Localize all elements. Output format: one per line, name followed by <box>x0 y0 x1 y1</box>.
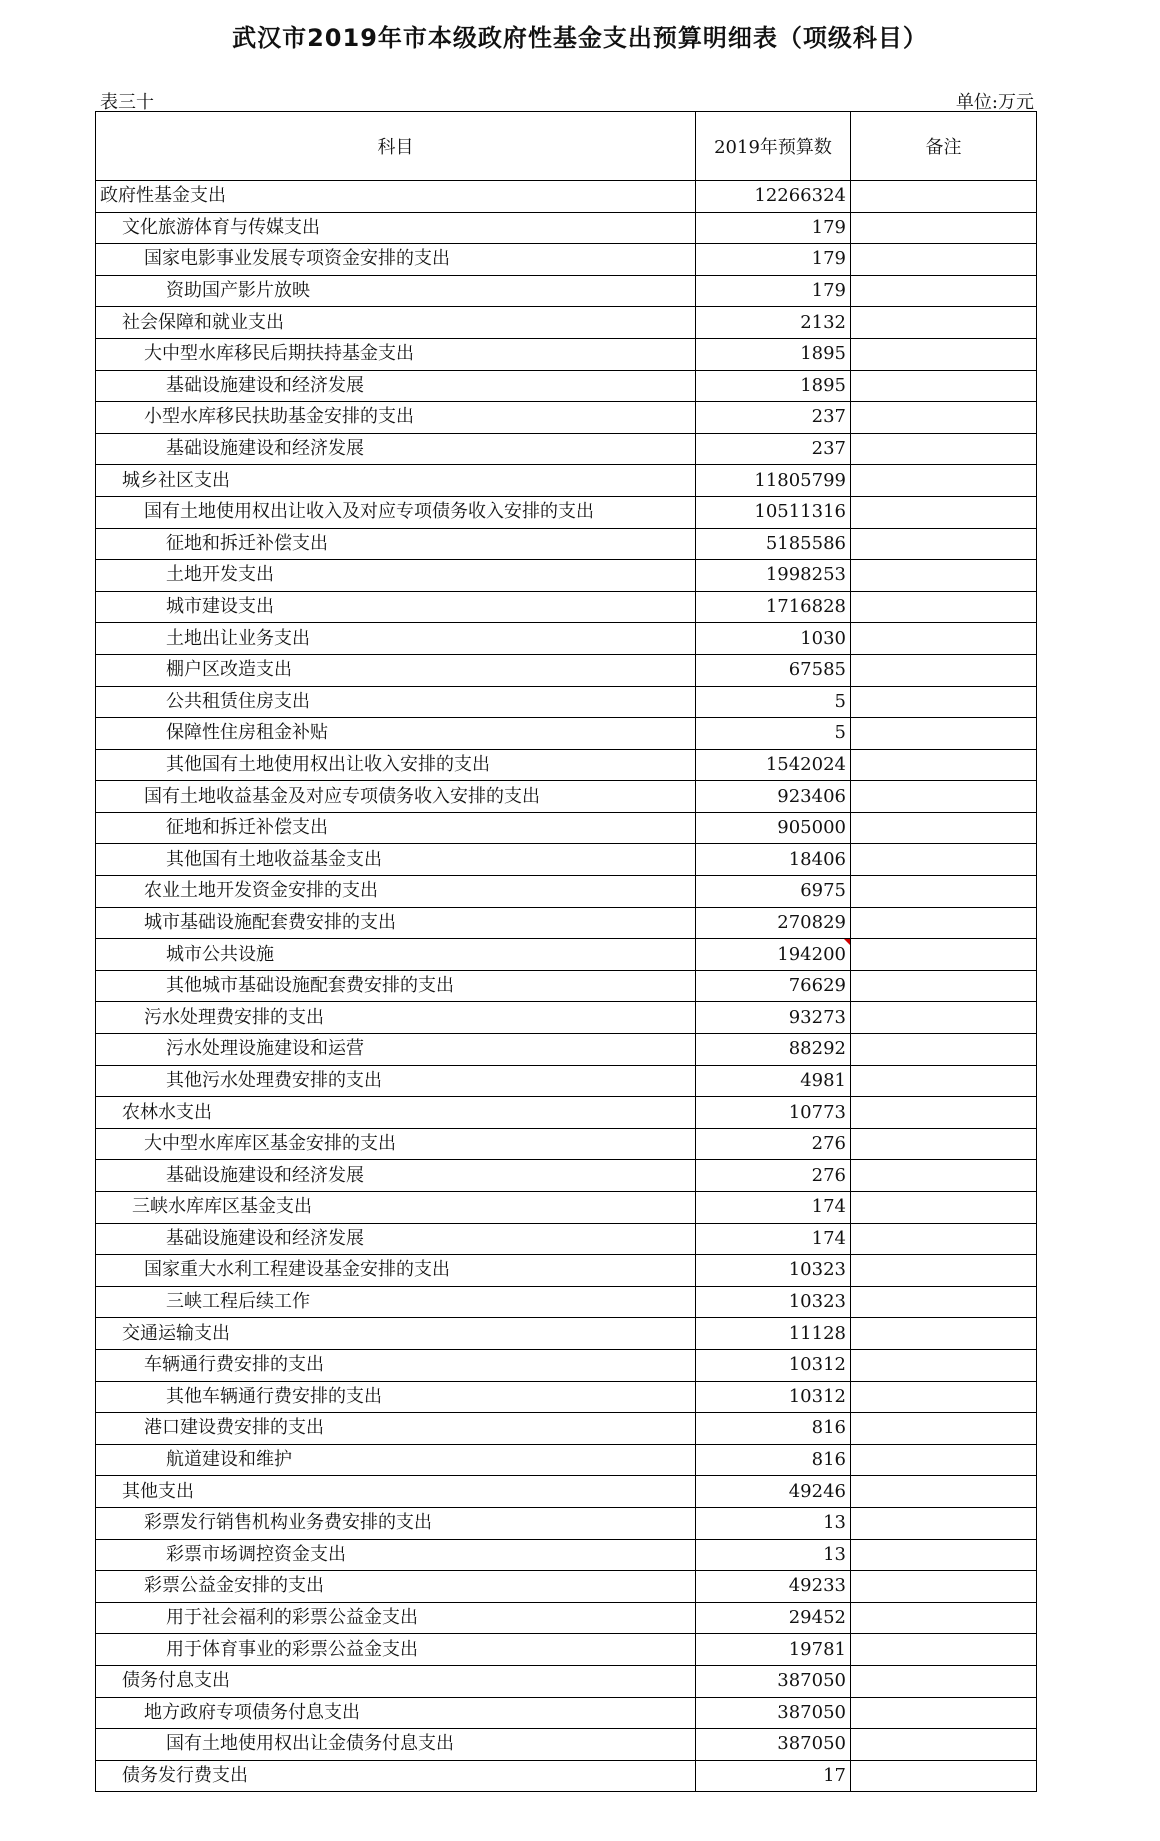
table-row <box>96 1444 1037 1476</box>
table-row <box>96 1760 1037 1792</box>
budget-value-cell: 237 <box>696 402 851 434</box>
budget-value-cell: 12266324 <box>696 181 851 213</box>
remarks-cell <box>851 465 1037 497</box>
column-header-subject: 科目 <box>96 112 696 181</box>
table-row <box>96 307 1037 339</box>
budget-value-cell: 276 <box>696 1128 851 1160</box>
budget-value-cell: 174 <box>696 1192 851 1224</box>
remarks-cell <box>851 749 1037 781</box>
remarks-cell <box>851 1539 1037 1571</box>
subject-cell: 交通运输支出 <box>96 1318 696 1350</box>
subject-cell: 农林水支出 <box>96 1097 696 1129</box>
table-row <box>96 1602 1037 1634</box>
budget-value-cell: 816 <box>696 1413 851 1445</box>
subject-cell: 其他支出 <box>96 1476 696 1508</box>
remarks-cell <box>851 1192 1037 1224</box>
subject-cell: 航道建设和维护 <box>96 1444 696 1476</box>
table-row <box>96 1097 1037 1129</box>
subject-cell: 基础设施建设和经济发展 <box>96 1160 696 1192</box>
budget-value-cell: 816 <box>696 1444 851 1476</box>
remarks-cell <box>851 686 1037 718</box>
subject-cell: 城乡社区支出 <box>96 465 696 497</box>
remarks-cell <box>851 1476 1037 1508</box>
table-row <box>96 781 1037 813</box>
budget-value-cell: 67585 <box>696 654 851 686</box>
remarks-cell <box>851 212 1037 244</box>
table-row <box>96 1223 1037 1255</box>
table-row <box>96 1413 1037 1445</box>
table-row <box>96 433 1037 465</box>
subject-cell: 基础设施建设和经济发展 <box>96 370 696 402</box>
table-row <box>96 1318 1037 1350</box>
subject-cell: 小型水库移民扶助基金安排的支出 <box>96 402 696 434</box>
remarks-cell <box>851 1128 1037 1160</box>
remarks-cell <box>851 496 1037 528</box>
remarks-cell <box>851 338 1037 370</box>
budget-value-cell: 5 <box>696 718 851 750</box>
subject-cell: 征地和拆迁补偿支出 <box>96 528 696 560</box>
remarks-cell <box>851 1002 1037 1034</box>
remarks-cell <box>851 654 1037 686</box>
subject-cell: 政府性基金支出 <box>96 181 696 213</box>
subject-cell: 社会保障和就业支出 <box>96 307 696 339</box>
table-row <box>96 718 1037 750</box>
table-row <box>96 1665 1037 1697</box>
remarks-cell <box>851 1760 1037 1792</box>
budget-value-cell: 18406 <box>696 844 851 876</box>
subject-cell: 地方政府专项债务付息支出 <box>96 1697 696 1729</box>
budget-value-cell: 11128 <box>696 1318 851 1350</box>
remarks-cell <box>851 1160 1037 1192</box>
remarks-cell <box>851 1318 1037 1350</box>
budget-value-cell: 174 <box>696 1223 851 1255</box>
budget-value-cell: 13 <box>696 1539 851 1571</box>
subject-cell: 大中型水库移民后期扶持基金支出 <box>96 338 696 370</box>
table-row <box>96 686 1037 718</box>
remarks-cell <box>851 1697 1037 1729</box>
subject-cell: 污水处理设施建设和运营 <box>96 1034 696 1066</box>
subject-cell: 国家电影事业发展专项资金安排的支出 <box>96 244 696 276</box>
subject-cell: 农业土地开发资金安排的支出 <box>96 876 696 908</box>
budget-value-cell: 19781 <box>696 1634 851 1666</box>
subject-cell: 文化旅游体育与传媒支出 <box>96 212 696 244</box>
budget-value-cell: 2132 <box>696 307 851 339</box>
remarks-cell <box>851 275 1037 307</box>
remarks-cell <box>851 844 1037 876</box>
subject-cell: 征地和拆迁补偿支出 <box>96 812 696 844</box>
table-row <box>96 1160 1037 1192</box>
remarks-cell <box>851 1634 1037 1666</box>
budget-value-cell: 387050 <box>696 1665 851 1697</box>
remarks-cell <box>851 591 1037 623</box>
table-row <box>96 338 1037 370</box>
budget-value-cell: 237 <box>696 433 851 465</box>
table-row <box>96 1034 1037 1066</box>
table-row <box>96 844 1037 876</box>
budget-value-cell: 93273 <box>696 1002 851 1034</box>
subject-cell: 债务发行费支出 <box>96 1760 696 1792</box>
subject-cell: 棚户区改造支出 <box>96 654 696 686</box>
table-row <box>96 1507 1037 1539</box>
budget-value-cell: 49246 <box>696 1476 851 1508</box>
budget-value-cell: 29452 <box>696 1602 851 1634</box>
budget-value-cell: 11805799 <box>696 465 851 497</box>
subject-cell: 三峡水库库区基金支出 <box>96 1192 696 1224</box>
remarks-cell <box>851 781 1037 813</box>
remarks-cell <box>851 560 1037 592</box>
subject-cell: 国家重大水利工程建设基金安排的支出 <box>96 1255 696 1287</box>
budget-value-cell: 179 <box>696 244 851 276</box>
subject-cell: 公共租赁住房支出 <box>96 686 696 718</box>
column-header-budget: 2019年预算数 <box>696 112 851 181</box>
budget-value-cell: 179 <box>696 275 851 307</box>
subject-cell: 城市公共设施 <box>96 939 696 971</box>
remarks-cell <box>851 528 1037 560</box>
remarks-cell <box>851 181 1037 213</box>
header-row <box>96 112 1037 181</box>
subject-cell: 土地出让业务支出 <box>96 623 696 655</box>
remarks-cell <box>851 1065 1037 1097</box>
subject-cell: 城市基础设施配套费安排的支出 <box>96 907 696 939</box>
table-row <box>96 528 1037 560</box>
remarks-cell <box>851 1223 1037 1255</box>
remarks-cell <box>851 623 1037 655</box>
subject-cell: 污水处理费安排的支出 <box>96 1002 696 1034</box>
subject-cell: 保障性住房租金补贴 <box>96 718 696 750</box>
remarks-cell <box>851 907 1037 939</box>
remarks-cell <box>851 876 1037 908</box>
page-title: 武汉市2019年市本级政府性基金支出预算明细表（项级科目） <box>232 24 928 52</box>
budget-value-cell: 10773 <box>696 1097 851 1129</box>
remarks-cell <box>851 244 1037 276</box>
subject-cell: 其他城市基础设施配套费安排的支出 <box>96 970 696 1002</box>
table-row <box>96 181 1037 213</box>
table-row <box>96 560 1037 592</box>
remarks-cell <box>851 1097 1037 1129</box>
table-number: 表三十 <box>100 92 154 113</box>
subject-cell: 彩票发行销售机构业务费安排的支出 <box>96 1507 696 1539</box>
subject-cell: 大中型水库库区基金安排的支出 <box>96 1128 696 1160</box>
remarks-cell <box>851 1602 1037 1634</box>
subject-cell: 其他国有土地收益基金支出 <box>96 844 696 876</box>
table-row <box>96 275 1037 307</box>
table-row <box>96 1255 1037 1287</box>
remarks-cell <box>851 1729 1037 1761</box>
subject-cell: 国有土地收益基金及对应专项债务收入安排的支出 <box>96 781 696 813</box>
unit-label: 单位:万元 <box>955 92 1034 113</box>
subject-cell: 用于体育事业的彩票公益金支出 <box>96 1634 696 1666</box>
table-row <box>96 1539 1037 1571</box>
budget-value-cell: 88292 <box>696 1034 851 1066</box>
subject-cell: 车辆通行费安排的支出 <box>96 1349 696 1381</box>
budget-value-cell: 5185586 <box>696 528 851 560</box>
budget-value-cell: 1895 <box>696 370 851 402</box>
table-row <box>96 1634 1037 1666</box>
table-row <box>96 212 1037 244</box>
subject-cell: 三峡工程后续工作 <box>96 1286 696 1318</box>
budget-value-cell: 5 <box>696 686 851 718</box>
table-row <box>96 623 1037 655</box>
budget-value-cell: 17 <box>696 1760 851 1792</box>
remarks-cell <box>851 1444 1037 1476</box>
subject-cell: 基础设施建设和经济发展 <box>96 433 696 465</box>
subject-cell: 国有土地使用权出让收入及对应专项债务收入安排的支出 <box>96 496 696 528</box>
table-row <box>96 1571 1037 1603</box>
budget-value-cell: 6975 <box>696 876 851 908</box>
remarks-cell <box>851 1507 1037 1539</box>
remarks-cell <box>851 1286 1037 1318</box>
budget-value-cell: 10312 <box>696 1349 851 1381</box>
table-row <box>96 970 1037 1002</box>
remarks-cell <box>851 970 1037 1002</box>
subject-cell: 其他污水处理费安排的支出 <box>96 1065 696 1097</box>
table-row <box>96 591 1037 623</box>
subject-cell: 城市建设支出 <box>96 591 696 623</box>
column-header-remarks: 备注 <box>851 112 1037 181</box>
budget-table <box>95 111 1037 1792</box>
remarks-cell <box>851 1381 1037 1413</box>
table-row <box>96 812 1037 844</box>
table-row <box>96 1002 1037 1034</box>
table-row <box>96 402 1037 434</box>
table-row <box>96 876 1037 908</box>
subject-cell: 其他车辆通行费安排的支出 <box>96 1381 696 1413</box>
table-row <box>96 1729 1037 1761</box>
subject-cell: 土地开发支出 <box>96 560 696 592</box>
budget-value-cell: 387050 <box>696 1729 851 1761</box>
subject-cell: 港口建设费安排的支出 <box>96 1413 696 1445</box>
budget-value-cell: 1542024 <box>696 749 851 781</box>
table-row <box>96 1286 1037 1318</box>
subject-cell: 国有土地使用权出让金债务付息支出 <box>96 1729 696 1761</box>
budget-value-cell: 1030 <box>696 623 851 655</box>
subject-cell: 资助国产影片放映 <box>96 275 696 307</box>
remarks-cell <box>851 718 1037 750</box>
remarks-cell <box>851 1255 1037 1287</box>
table-row <box>96 1065 1037 1097</box>
table-row <box>96 939 1037 971</box>
budget-value-cell: 10511316 <box>696 496 851 528</box>
budget-value-cell: 270829 <box>696 907 851 939</box>
table-row <box>96 1349 1037 1381</box>
budget-value-cell: 194200 <box>696 939 851 971</box>
budget-value-cell: 905000 <box>696 812 851 844</box>
subject-cell: 债务付息支出 <box>96 1665 696 1697</box>
remarks-cell <box>851 812 1037 844</box>
table-row <box>96 1128 1037 1160</box>
budget-value-cell: 49233 <box>696 1571 851 1603</box>
table-row <box>96 370 1037 402</box>
budget-value-cell: 923406 <box>696 781 851 813</box>
budget-value-cell: 276 <box>696 1160 851 1192</box>
budget-value-cell: 1998253 <box>696 560 851 592</box>
remarks-cell <box>851 1571 1037 1603</box>
subject-cell: 基础设施建设和经济发展 <box>96 1223 696 1255</box>
remarks-cell <box>851 433 1037 465</box>
table-row <box>96 465 1037 497</box>
budget-value-cell: 1895 <box>696 338 851 370</box>
remarks-cell <box>851 939 1037 971</box>
table-row <box>96 1192 1037 1224</box>
budget-value-cell: 179 <box>696 212 851 244</box>
table-row <box>96 654 1037 686</box>
budget-value-cell: 13 <box>696 1507 851 1539</box>
remarks-cell <box>851 370 1037 402</box>
remarks-cell <box>851 307 1037 339</box>
remarks-cell <box>851 402 1037 434</box>
table-row <box>96 1381 1037 1413</box>
budget-value-cell: 10323 <box>696 1286 851 1318</box>
budget-value-cell: 387050 <box>696 1697 851 1729</box>
table-row <box>96 496 1037 528</box>
budget-value-cell: 4981 <box>696 1065 851 1097</box>
budget-value-cell: 10312 <box>696 1381 851 1413</box>
table-row <box>96 1697 1037 1729</box>
remarks-cell <box>851 1413 1037 1445</box>
remarks-cell <box>851 1034 1037 1066</box>
budget-value-cell: 76629 <box>696 970 851 1002</box>
table-row <box>96 907 1037 939</box>
subject-cell: 彩票公益金安排的支出 <box>96 1571 696 1603</box>
budget-value-cell: 10323 <box>696 1255 851 1287</box>
table-row <box>96 1476 1037 1508</box>
remarks-cell <box>851 1349 1037 1381</box>
subject-cell: 其他国有土地使用权出让收入安排的支出 <box>96 749 696 781</box>
table-row <box>96 244 1037 276</box>
subject-cell: 彩票市场调控资金支出 <box>96 1539 696 1571</box>
budget-value-cell: 1716828 <box>696 591 851 623</box>
remarks-cell <box>851 1665 1037 1697</box>
subject-cell: 用于社会福利的彩票公益金支出 <box>96 1602 696 1634</box>
table-row <box>96 749 1037 781</box>
